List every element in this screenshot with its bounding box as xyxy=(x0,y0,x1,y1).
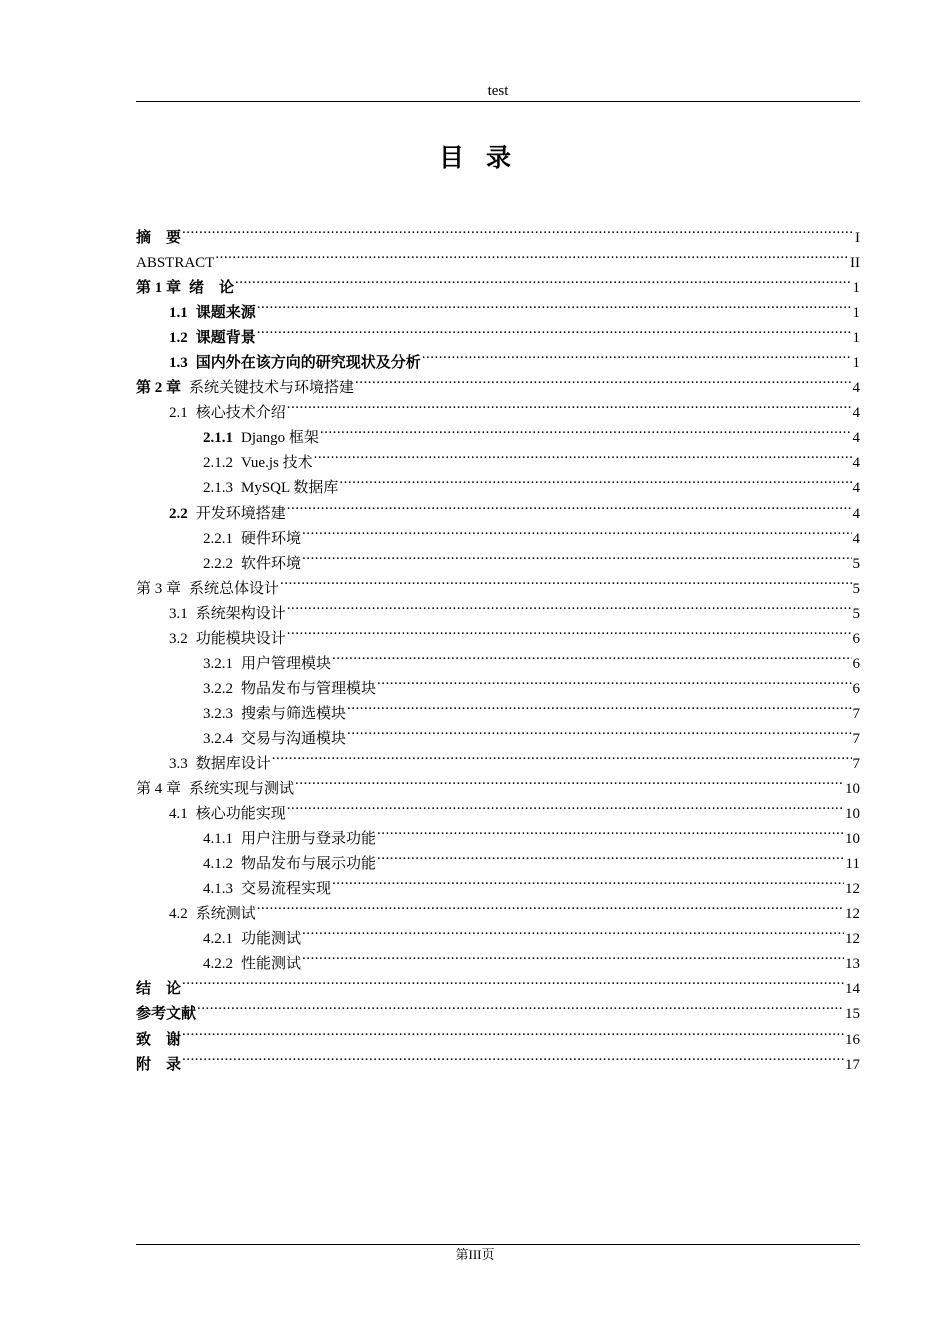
toc-entry-page: 5 xyxy=(852,605,860,622)
toc-leader-dots xyxy=(235,267,851,292)
toc-entry-label: 软件环境 xyxy=(241,555,302,572)
toc-leader-dots xyxy=(257,292,852,317)
toc-leader-dots xyxy=(347,693,851,718)
toc-entry-page: 4 xyxy=(852,530,860,547)
toc-entry-number: 4.2 xyxy=(169,906,188,923)
toc-entry[interactable] xyxy=(136,217,860,246)
toc-entry-label: 附 录 xyxy=(136,1056,182,1073)
toc-entry-label: 数据库设计 xyxy=(195,755,271,772)
toc-leader-dots xyxy=(332,868,844,893)
toc-entry-label: 核心技术介绍 xyxy=(195,405,286,422)
toc-leader-dots xyxy=(332,643,851,668)
toc-entry-number: 4.1.1 xyxy=(203,831,233,848)
toc-entry-label: 用户管理模块 xyxy=(241,655,332,672)
toc-entry-label: 系统关键技术与环境搭建 xyxy=(189,380,355,397)
toc-entry-page: 7 xyxy=(852,730,860,747)
toc-entry-page: II xyxy=(850,255,860,272)
toc-leader-dots xyxy=(302,918,844,943)
toc-entry-number: 4.1.3 xyxy=(203,881,233,898)
toc-entry-number: 2.2 xyxy=(169,505,188,522)
toc-entry-page: 12 xyxy=(845,906,860,923)
toc-leader-dots xyxy=(302,518,851,543)
toc-entry-page: 6 xyxy=(852,630,860,647)
toc-entry-label: 参考文献 xyxy=(136,1006,197,1023)
toc-entry-page: 7 xyxy=(852,705,860,722)
toc-leader-dots xyxy=(339,467,851,492)
toc-leader-dots xyxy=(320,417,852,442)
toc-leader-dots xyxy=(377,668,851,693)
toc-entry-number: 2.1.2 xyxy=(203,455,233,472)
toc-entry-number: 3.2.3 xyxy=(203,705,233,722)
toc-leader-dots xyxy=(182,1019,844,1044)
toc-entry-label: 课题背景 xyxy=(195,330,256,347)
toc-entry-number: 2.1.3 xyxy=(203,480,233,497)
toc-entry-number: 3.3 xyxy=(169,755,188,772)
toc-entry-number: 3.2.2 xyxy=(203,680,233,697)
toc-entry-page: 6 xyxy=(852,680,860,697)
toc-leader-dots xyxy=(182,968,844,993)
toc-entry-number: 1.1 xyxy=(169,305,188,322)
toc-leader-dots xyxy=(280,568,851,593)
toc-leader-dots xyxy=(302,943,844,968)
toc-entry-number: 4.2.2 xyxy=(203,956,233,973)
toc-entry-page: 10 xyxy=(845,831,860,848)
toc-entry-label: 系统测试 xyxy=(195,906,256,923)
toc-entry-label: 系统总体设计 xyxy=(189,580,280,597)
toc-entry[interactable] xyxy=(136,1019,860,1048)
toc-leader-dots xyxy=(182,217,854,242)
toc-entry-number: 第 3 章 xyxy=(136,580,182,597)
toc-entry-page: 6 xyxy=(852,655,860,672)
toc-leader-dots xyxy=(422,342,852,367)
toc-leader-dots xyxy=(257,893,844,918)
toc-entry-page: 14 xyxy=(845,981,860,998)
toc-leader-dots xyxy=(355,367,851,392)
toc-entry-number: 3.2 xyxy=(169,630,188,647)
toc-entry-page: 7 xyxy=(852,755,860,772)
toc-leader-dots xyxy=(257,317,852,342)
toc-entry-number: 2.2.2 xyxy=(203,555,233,572)
toc-entry-label: MySQL 数据库 xyxy=(241,480,339,497)
toc-entry-page: 10 xyxy=(845,781,860,798)
toc-leader-dots xyxy=(287,618,852,643)
toc-leader-dots xyxy=(197,993,844,1018)
toc-entry-page: 4 xyxy=(852,455,860,472)
toc-entry-label: 绪 论 xyxy=(189,280,235,297)
toc-entry-page: 16 xyxy=(845,1031,860,1048)
toc-entry-label: 课题来源 xyxy=(195,305,256,322)
toc-leader-dots xyxy=(302,543,851,568)
toc-entry-number: 1.2 xyxy=(169,330,188,347)
table-of-contents xyxy=(136,217,860,1073)
toc-leader-dots xyxy=(287,593,852,618)
toc-entry-label: 性能测试 xyxy=(241,956,302,973)
toc-leader-dots xyxy=(314,442,852,467)
toc-entry-page: 10 xyxy=(845,806,860,823)
toc-entry-number: 3.2.4 xyxy=(203,730,233,747)
toc-entry[interactable] xyxy=(136,1044,860,1073)
toc-entry-page: 1 xyxy=(852,355,860,372)
toc-leader-dots xyxy=(215,242,849,267)
page-title: 目录 xyxy=(438,143,533,172)
toc-entry-label: Django 框架 xyxy=(241,430,319,447)
toc-entry-page: 4 xyxy=(852,480,860,497)
toc-entry-label: 交易与沟通模块 xyxy=(241,730,347,747)
page-footer: 第III页 xyxy=(455,1247,495,1262)
toc-entry-number: 2.1 xyxy=(169,405,188,422)
toc-entry-number: 3.1 xyxy=(169,605,188,622)
toc-entry-label: 物品发布与管理模块 xyxy=(241,680,377,697)
toc-entry-label: 硬件环境 xyxy=(241,530,302,547)
toc-entry-label: 核心功能实现 xyxy=(195,806,286,823)
toc-entry-label: 摘 要 xyxy=(136,230,182,246)
toc-entry-label: 系统实现与测试 xyxy=(189,781,295,798)
toc-entry-number: 4.2.1 xyxy=(203,931,233,948)
toc-leader-dots xyxy=(287,493,852,518)
toc-entry-label: 致 谢 xyxy=(136,1031,182,1048)
toc-entry-label: 用户注册与登录功能 xyxy=(241,831,377,848)
toc-entry-label: 交易流程实现 xyxy=(241,881,332,898)
toc-entry-page: 1 xyxy=(852,280,860,297)
toc-entry-number: 2.1.1 xyxy=(203,430,233,447)
toc-entry-label: 功能模块设计 xyxy=(195,630,286,647)
toc-entry-page: 1 xyxy=(852,305,860,322)
toc-entry-number: 第 2 章 xyxy=(136,380,182,397)
toc-entry-page: I xyxy=(855,230,860,246)
toc-entry-number: 2.2.1 xyxy=(203,530,233,547)
toc-entry-page: 5 xyxy=(852,580,860,597)
toc-entry-page: 12 xyxy=(845,931,860,948)
toc-entry-page: 13 xyxy=(845,956,860,973)
toc-entry-number: 第 1 章 xyxy=(136,280,182,297)
toc-leader-dots xyxy=(272,743,852,768)
toc-leader-dots xyxy=(377,843,845,868)
toc-entry-number: 4.1.2 xyxy=(203,856,233,873)
toc-entry-page: 4 xyxy=(852,505,860,522)
toc-entry-label: 搜索与筛选模块 xyxy=(241,705,347,722)
toc-entry[interactable] xyxy=(136,993,860,1023)
toc-leader-dots xyxy=(295,768,844,793)
toc-entry-label: ABSTRACT xyxy=(136,255,215,272)
footer-divider xyxy=(136,1244,860,1245)
toc-entry-label: 物品发布与展示功能 xyxy=(241,856,377,873)
toc-entry-page: 17 xyxy=(845,1056,860,1073)
toc-entry-page: 4 xyxy=(852,430,860,447)
toc-entry-page: 1 xyxy=(852,330,860,347)
toc-leader-dots xyxy=(287,793,844,818)
toc-leader-dots xyxy=(377,818,844,843)
toc-entry-number: 第 4 章 xyxy=(136,781,182,798)
toc-entry[interactable] xyxy=(136,968,860,998)
toc-entry-number: 4.1 xyxy=(169,806,188,823)
toc-entry[interactable] xyxy=(136,267,860,297)
toc-entry-page: 11 xyxy=(845,856,860,873)
toc-leader-dots xyxy=(287,392,852,417)
toc-entry[interactable] xyxy=(136,292,860,322)
toc-entry-page: 4 xyxy=(852,405,860,422)
toc-entry-label: 结 论 xyxy=(136,981,182,998)
page-header: test xyxy=(136,82,860,102)
toc-entry-number: 3.2.1 xyxy=(203,655,233,672)
toc-entry-page: 4 xyxy=(852,380,860,397)
toc-entry-label: 国内外在该方向的研究现状及分析 xyxy=(195,355,421,372)
toc-entry-number: 1.3 xyxy=(169,355,188,372)
toc-entry-label: 系统架构设计 xyxy=(195,605,286,622)
toc-leader-dots xyxy=(182,1044,844,1069)
toc-entry-label: 开发环境搭建 xyxy=(195,505,286,522)
toc-entry-page: 12 xyxy=(845,881,860,898)
toc-leader-dots xyxy=(347,718,851,743)
toc-entry-label: 功能测试 xyxy=(241,931,302,948)
toc-entry-label: Vue.js 技术 xyxy=(241,455,313,472)
toc-entry-page: 5 xyxy=(852,555,860,572)
toc-entry-page: 15 xyxy=(845,1006,860,1023)
toc-entry[interactable] xyxy=(136,242,860,272)
